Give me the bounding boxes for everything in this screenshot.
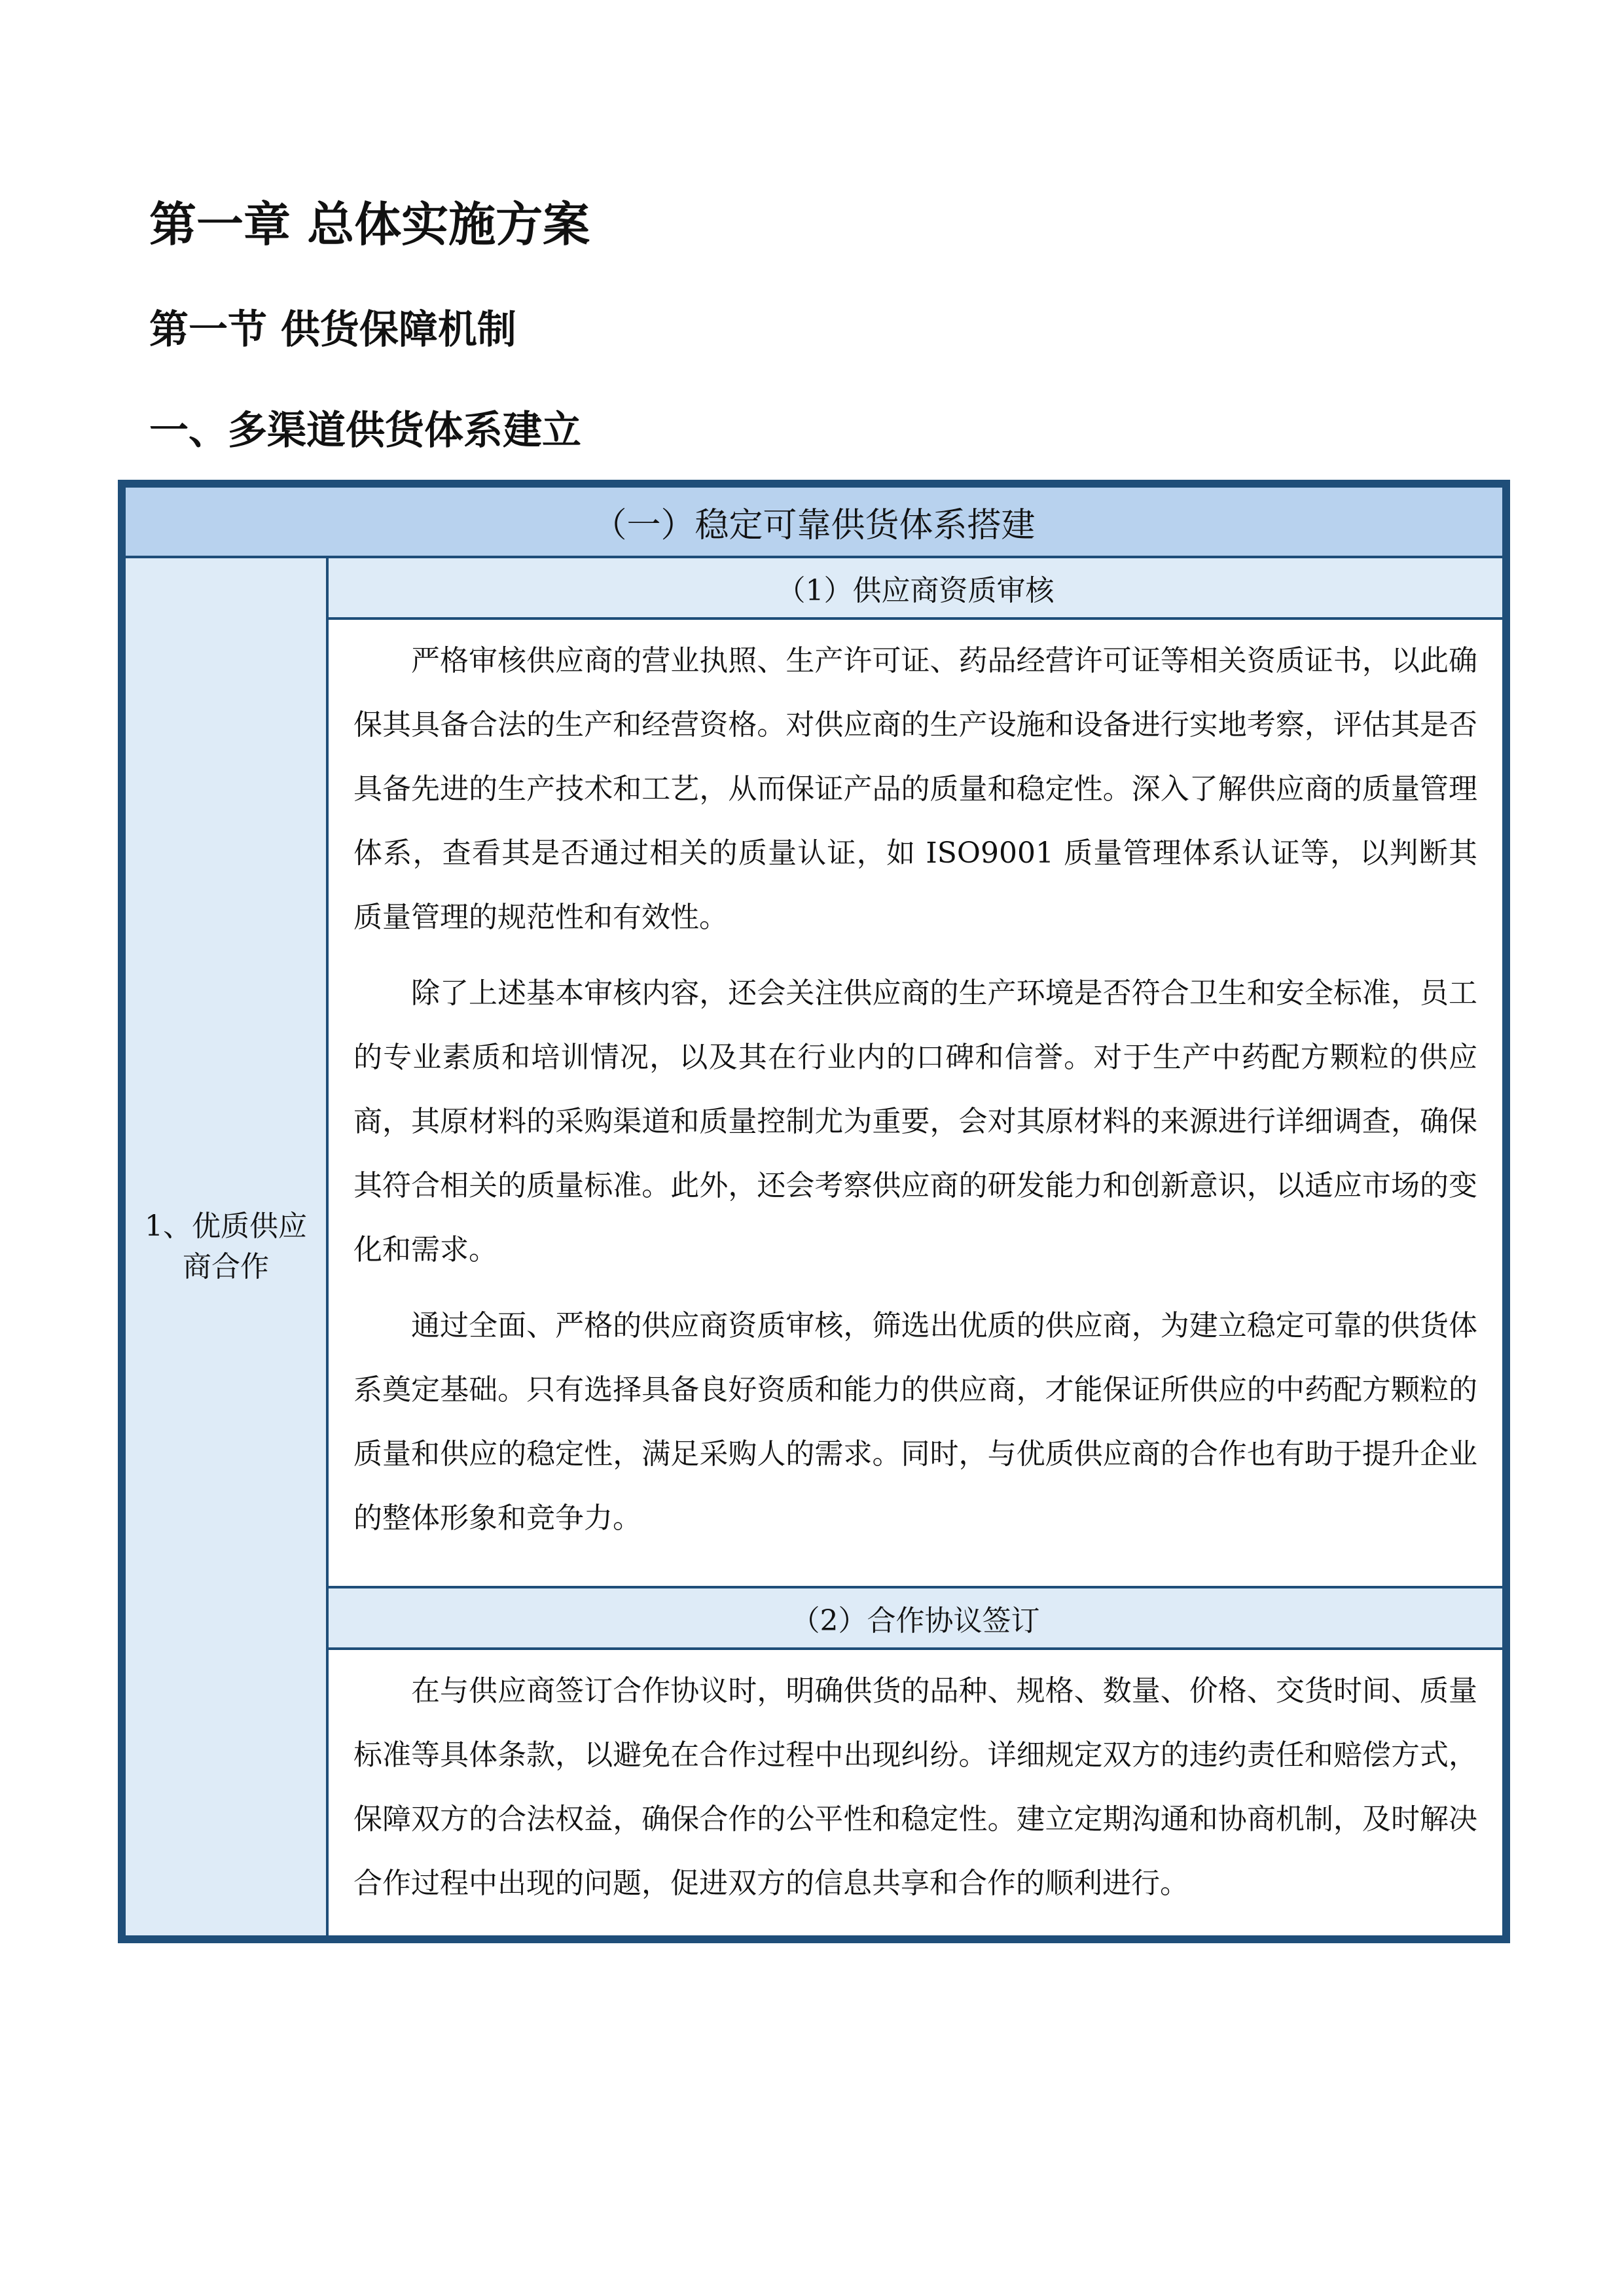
subsection-title: 一、多渠道供货体系建立 (149, 408, 581, 454)
paragraph: 通过全面、严格的供应商资质审核，筛选出优质的供应商，为建立稳定可靠的供货体系奠定基础。只有选择具备良好资质和能力的供应商，才能保证所供应的中药配方颗粒的质量和供应的稳定性，满足采购人的需求。同时，与优质供应商的合作也有助于提升企业的整体形象和竞争力。 (353, 1309, 1477, 1535)
block-heading-agreement: （2）合作协议签订 (327, 1587, 1504, 1649)
block-body-agreement (327, 1649, 1504, 1937)
content-table-frame (118, 480, 1510, 1943)
paragraph: 除了上述基本审核内容，还会关注供应商的生产环境是否符合卫生和安全标准，员工的专业素质和培训情况，以及其在行业内的口碑和信誉。对于生产中药配方颗粒的供应商，其原材料的采购渠道和质量控制尤为重要，会对其原材料的来源进行详细调查，确保其符合相关的质量标准。此外，还会考察供应商的研发能力和创新意识，以适应市场的变化和需求。 (353, 977, 1477, 1266)
paragraph: 严格审核供应商的营业执照、生产许可证、药品经营许可证等相关资质证书，以此确保其具备合法的生产和经营资格。对供应商的生产设施和设备进行实地考察，评估其是否具备先进的生产技术和工艺，从而保证产品的质量和稳定性。深入了解供应商的质量管理体系，查看其是否通过相关的质量认证，如 ISO9001 质量管理体系认证等，以判断其质量管理的规范性和有效性。 (353, 644, 1477, 934)
block-body-qualification (327, 619, 1504, 1587)
chapter-title: 第一章 总体实施方案 (149, 197, 590, 252)
paragraph: 在与供应商签订合作协议时，明确供货的品种、规格、数量、价格、交货时间、质量标准等具体条款，以避免在合作过程中出现纠纷。详细规定双方的违约责任和赔偿方式，保障双方的合法权益，确保合作的公平性和稳定性。建立定期沟通和协商机制，及时解决合作过程中出现的问题，促进双方的信息共享和合作的顺利进行。 (353, 1674, 1477, 1900)
block-heading-qualification: （1）供应商资质审核 (327, 557, 1504, 619)
table-title: （一）稳定可靠供货体系搭建 (124, 486, 1504, 557)
left-category-label: 1、优质供应商合作 (124, 557, 327, 1937)
section-title: 第一节 供货保障机制 (149, 307, 516, 353)
content-table (123, 485, 1505, 1938)
